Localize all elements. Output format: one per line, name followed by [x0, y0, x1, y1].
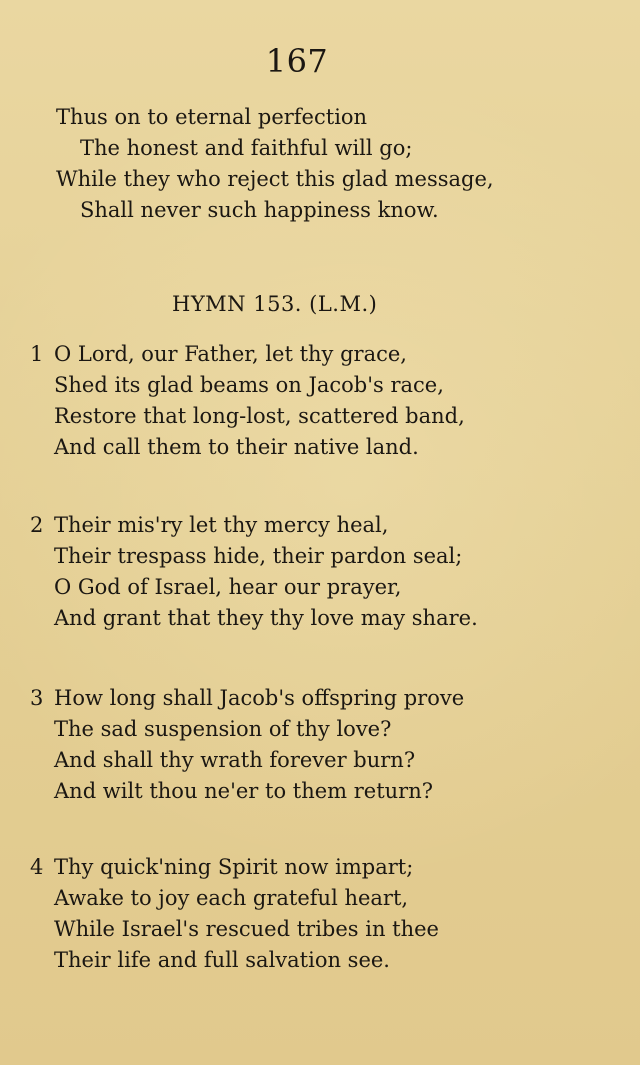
verse-line: Thy quick'ning Spirit now impart;	[54, 855, 414, 879]
verse-line: O Lord, our Father, let thy grace,	[54, 342, 407, 366]
stanza-line: Thus on to eternal perfection	[56, 105, 368, 129]
verse-line: The sad suspension of thy love?	[54, 717, 392, 741]
verse-4	[0, 852, 640, 976]
continued-stanza	[56, 102, 494, 226]
verse-line: While Israel's rescued tribes in thee	[54, 917, 439, 941]
verse-3	[0, 683, 640, 807]
stanza-line: Shall never such happiness know.	[80, 198, 439, 222]
verse-line: Their mis'ry let thy mercy heal,	[54, 513, 389, 537]
verse-line: And call them to their native land.	[54, 435, 419, 459]
stanza-line: The honest and faithful will go;	[80, 136, 413, 160]
verse-line: How long shall Jacob's offspring prove	[54, 686, 465, 710]
verse-line: And wilt thou ne'er to them return?	[54, 779, 433, 803]
verse-line: And grant that they thy love may share.	[54, 606, 478, 630]
verse-2	[0, 510, 640, 634]
verse-number: 1	[30, 342, 44, 366]
verse-line: Their trespass hide, their pardon seal;	[54, 544, 463, 568]
verse-line: Shed its glad beams on Jacob's race,	[54, 373, 444, 397]
verse-number: 4	[30, 855, 44, 879]
verse-number: 2	[30, 513, 44, 537]
verse-line: O God of Israel, hear our prayer,	[54, 575, 402, 599]
verse-1	[0, 339, 640, 463]
stanza-line: While they who reject this glad message,	[56, 167, 494, 191]
verse-line: And shall thy wrath forever burn?	[54, 748, 416, 772]
hymn-title: HYMN 153. (L.M.)	[172, 292, 378, 316]
verse-number: 3	[30, 686, 44, 710]
page-number: 167	[265, 42, 329, 80]
verse-line: Their life and full salvation see.	[54, 948, 390, 972]
verse-line: Restore that long-lost, scattered band,	[54, 404, 465, 428]
verse-line: Awake to joy each grateful heart,	[54, 886, 409, 910]
